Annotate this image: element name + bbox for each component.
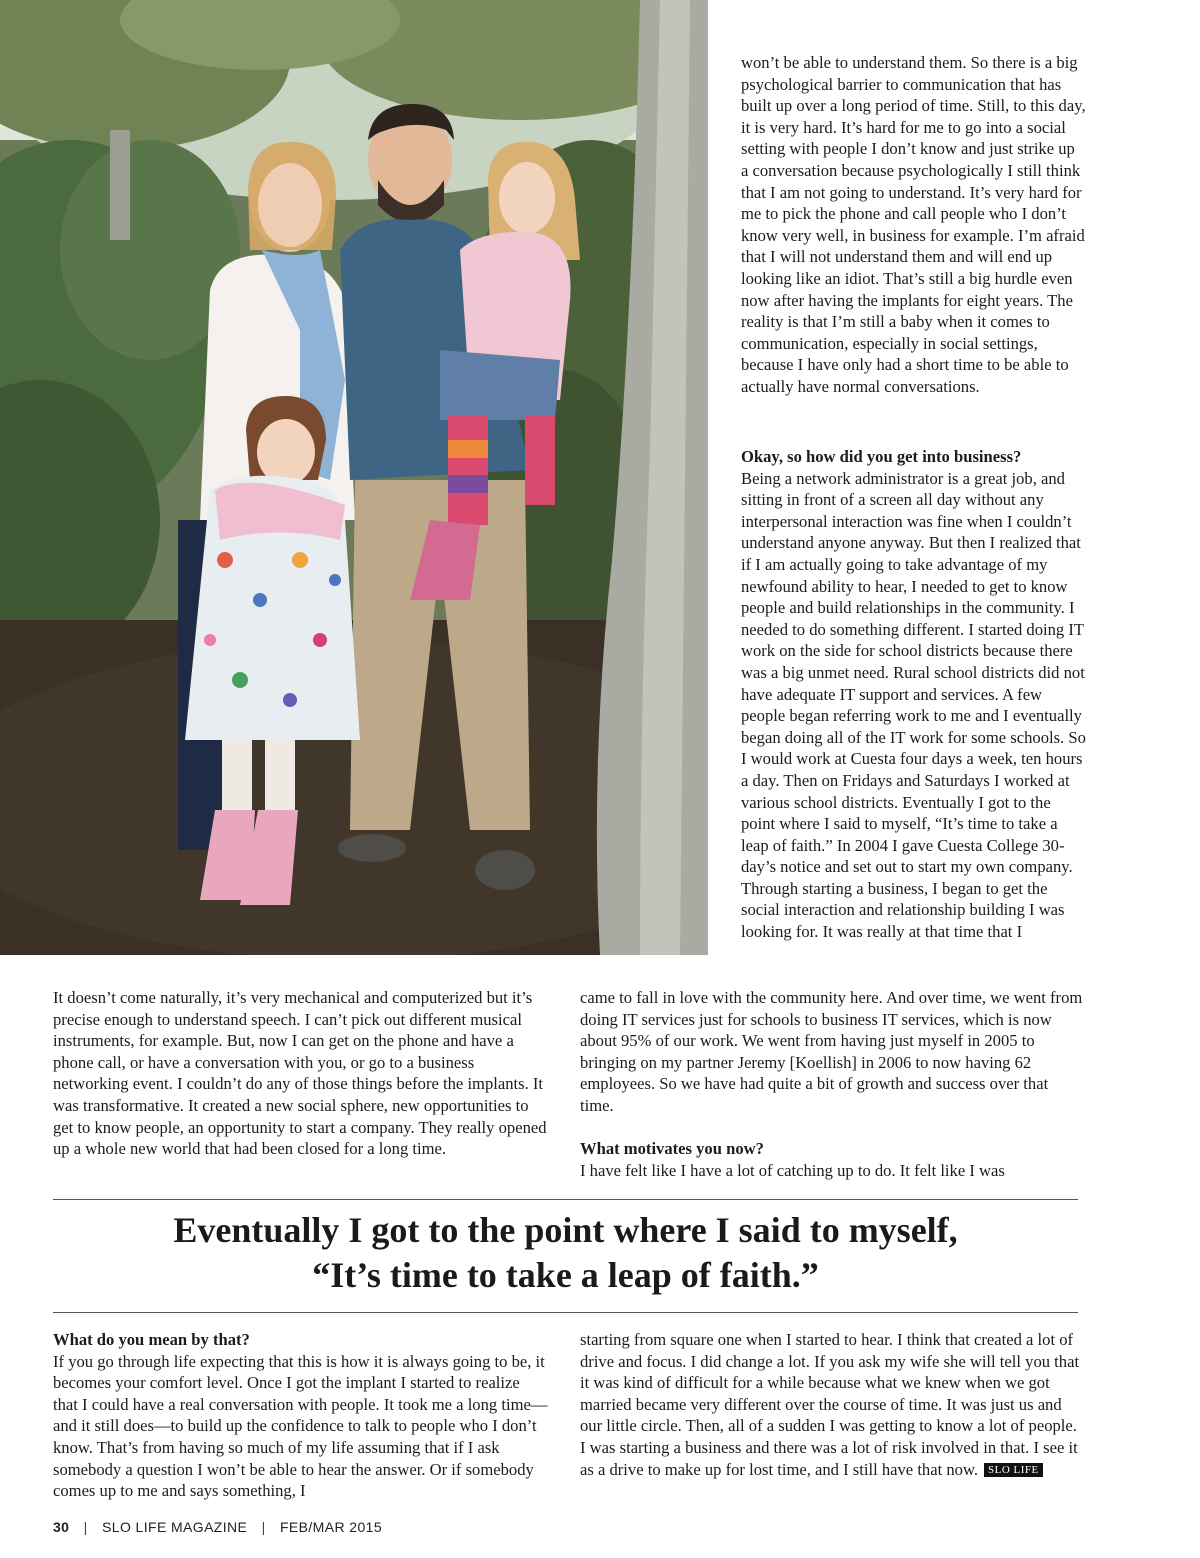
paragraph-right-bottom-text: starting from square one when I started to hear. I think that created a lot of drive and focus. I did change a lot. If you ask my wife she will tell you that it was kind of difficult for a while because what we knew when we got married became very different over the course of time. It was just us and our little circle. Then, all of a sudden I was getting to know a lot of people. I was starting a business and there was a lot of risk involved in that. I see it as a drive to make up for lost time, and I still have that now. bbox=[580, 1330, 1080, 1479]
magazine-name: SLO LIFE MAGAZINE bbox=[102, 1519, 248, 1535]
paragraph-right-bottom bbox=[580, 1329, 1085, 1480]
pullquote-bottom-rule bbox=[53, 1312, 1078, 1313]
footer-separator: | bbox=[83, 1519, 88, 1535]
pull-quote-line-1: Eventually I got to the point where I said to myself, bbox=[173, 1210, 958, 1250]
pull-quote bbox=[53, 1208, 1078, 1298]
business-section-continued bbox=[580, 987, 1085, 1117]
question-heading-motivates: What motivates you now? bbox=[580, 1139, 764, 1158]
paragraph-meaning: If you go through life expecting that this is how it is always going to be, it becomes your comfort level. Once I got the implant I started to realize that I could have a real conversation with people. It took me a long time—and it still does—to build up the confidence to talk to people who I don’t know. That’s from having so much of my life assuming that if I ask somebody a question I won’t be able to hear the answer. Or if somebody comes up to me and says something, I bbox=[53, 1351, 548, 1501]
paragraph-business-continued: came to fall in love with the community here. And over time, we went from doing IT services just for schools to business IT services, which is now about 95% of our work. We went from having just myself in 2005 to bringing on my partner Jeremy [Koellish] in 2006 to now having 62 employees. So we have had quite a bit of growth and success over that time. bbox=[580, 988, 1083, 1115]
pull-quote-line-2: “It’s time to take a leap of faith.” bbox=[312, 1255, 819, 1295]
question-heading-meaning: What do you mean by that? bbox=[53, 1330, 250, 1349]
meaning-section bbox=[53, 1329, 548, 1502]
issue-date: FEB/MAR 2015 bbox=[279, 1519, 382, 1535]
paragraph: won’t be able to understand them. So there is a big psychological barrier to communication that has built up over a long period of time. Still, to this day, it is very hard. It’s hard for me to go into a social setting with people I don’t know and just strike up a conversation because psychologically I still think that I am not going to understand. It’s very hard for me to pick the phone and call people who I don’t know very well, in business for example. I’m afraid that I will not understand them and will end up looking like an idiot. That’s still a big hurdle even now after having the implants for eight years. The reality is that I’m still a baby when it comes to communication, especially in social settings, because I have only had a short time to be able to actually have normal conversations. bbox=[741, 53, 1086, 396]
motivates-section bbox=[580, 1138, 1085, 1181]
footer-separator: | bbox=[261, 1519, 266, 1535]
page-number: 30 bbox=[53, 1519, 70, 1535]
question-heading-business: Okay, so how did you get into business? bbox=[741, 447, 1022, 466]
paragraph-left-mid: It doesn’t come naturally, it’s very mechanical and computerized but it’s precise enough to understand speech. I can’t pick out different musical instruments, for example. But, now I can get on the phone and have a phone call, or have a conversation with you, or go to a business networking event. I couldn’t do any of those things before the implants. It was transformative. It created a new social sphere, new opportunities to get to know people, an opportunity to start a company. They really opened up a whole new world that had been closed for a long time. bbox=[53, 988, 547, 1159]
family-photo bbox=[0, 0, 708, 955]
business-section bbox=[741, 446, 1086, 943]
page-footer bbox=[53, 1519, 382, 1535]
left-column-mid-text bbox=[53, 987, 548, 1160]
right-column-bottom-text bbox=[580, 1329, 1085, 1480]
paragraph-motivates: I have felt like I have a lot of catching up to do. It felt like I was bbox=[580, 1160, 1005, 1180]
right-column-top-text bbox=[741, 52, 1086, 398]
paragraph-business: Being a network administrator is a great job, and sitting in front of a screen all day without any interpersonal interaction was fine when I couldn’t understand anyone anyway. But then I realized that if I am actually going to take advantage of my newfound ability to hear, I needed to get to know people and build relationships in the community. I needed to do something different. I started doing IT work on the side for school districts because there was a big unmet need. Rural school districts did not have adequate IT support and services. A few people began referring work to me and I eventually began doing all of the IT work for some schools. So I would work at Cuesta four days a week, ten hours a day. Then on Fridays and Saturdays I worked at various school districts. Eventually I got to the point where I said to myself, “It’s time to take a leap of faith.” In 2004 I gave Cuesta College 30-day’s notice and set out to start my own company. Through starting a business, I began to get the social interaction and relationship building I was looking for. It was really at that time that I bbox=[741, 468, 1086, 942]
pullquote-top-rule bbox=[53, 1199, 1078, 1200]
end-mark-logo: SLO LIFE bbox=[984, 1463, 1043, 1477]
